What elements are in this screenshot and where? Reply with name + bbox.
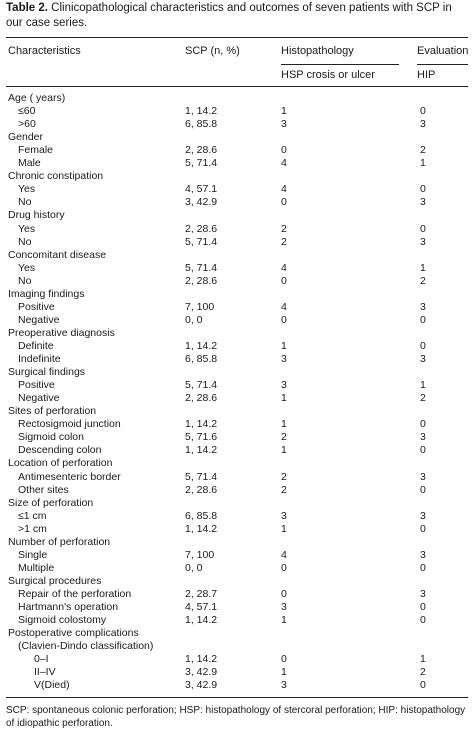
cell-scp: 3, 42.9 [185,679,218,692]
table-row [0,118,474,132]
cell-hip: 2 [420,666,426,679]
table-row [0,679,474,693]
row-label: Single [18,548,48,561]
row-label: Multiple [18,561,55,574]
row-label: (Clavien-Dindo classification) [18,640,154,653]
cell-hsp: 1 [281,444,287,457]
table-row [0,614,474,628]
row-label: Hartmann's operation [18,601,119,613]
table-row [0,340,474,354]
cell-hip: 2 [420,392,426,405]
cell-hip: 0 [420,418,426,431]
cell-hip: 3 [420,587,426,600]
cell-hsp: 2 [281,483,287,496]
row-label: Postoperative complications [8,627,139,640]
table-row [0,431,474,445]
cell-hsp: 1 [281,340,287,352]
table-row [0,418,474,432]
table-label: Table 2. [6,2,48,14]
cell-hip: 3 [420,470,426,483]
row-label: Antimesenteric border [18,470,121,483]
row-label: Positive [18,379,55,392]
table-row [0,209,474,223]
cell-scp: 3, 42.9 [185,666,218,679]
evaluation-subrule [417,64,468,65]
row-label: ≤1 cm [18,509,47,522]
cell-hsp: 4 [281,183,287,196]
row-label: No [18,274,32,287]
histopathology-subrule [281,64,399,65]
cell-hip: 0 [420,601,426,613]
table-row [0,549,474,563]
cell-scp: 2, 28.6 [185,274,218,287]
row-label: Other sites [18,483,69,496]
table-row [0,353,474,367]
cell-hip: 1 [420,379,426,392]
cell-scp: 4, 57.1 [185,183,218,196]
table-row [0,405,474,419]
row-label: V(Died) [34,679,70,692]
row-label: Rectosigmoid junction [18,418,121,431]
row-label: Age ( years) [8,92,66,104]
cell-hip: 0 [420,105,426,117]
table-row [0,105,474,119]
row-label: Negative [18,392,60,405]
header-scp: SCP (n, %) [185,45,240,57]
cell-scp: 0, 0 [185,313,203,326]
row-label: Concomitant disease [8,248,107,261]
row-label: Chronic constipation [8,170,104,183]
cell-hsp: 0 [281,196,287,209]
table-row [0,510,474,524]
cell-hip: 0 [420,340,426,352]
table-footnote: SCP: spontaneous colonic perforation; HSP: histopathology of stercoral perforation; HIP: histopathology of idiopathic perforation. [6,705,466,729]
cell-hsp: 2 [281,222,287,235]
cell-hsp: 2 [281,470,287,483]
row-label: Sigmoid colon [18,431,84,444]
header-evaluation: Evaluation [417,45,469,57]
row-label: Indefinite [18,353,61,365]
row-label: Surgical findings [8,366,86,379]
header-hip-sub: HIP [417,69,436,81]
row-label: >60 [18,118,36,131]
cell-scp: 5, 71.6 [185,431,218,444]
cell-hip: 0 [420,522,426,535]
table-row [0,523,474,537]
table-row [0,666,474,680]
table-row [0,223,474,237]
row-label: Drug history [8,209,65,222]
table-row [0,640,474,654]
table-row [0,627,474,641]
cell-hip: 3 [420,431,426,444]
cell-scp: 6, 85.8 [185,509,218,522]
cell-scp: 1, 14.2 [185,418,218,431]
cell-hsp: 1 [281,614,287,626]
cell-hip: 0 [420,483,426,496]
cell-scp: 5, 71.4 [185,235,218,248]
cell-hsp: 2 [281,431,287,444]
cell-scp: 6, 85.8 [185,118,218,131]
table-row [0,249,474,263]
table-row [0,444,474,458]
cell-scp: 1, 14.2 [185,105,218,117]
cell-scp: 2, 28.6 [185,222,218,235]
row-label: Descending colon [18,444,102,457]
table-row [0,170,474,184]
top-rule [6,37,468,38]
table-row [0,236,474,250]
cell-hip: 0 [420,561,426,574]
cell-scp: 2, 28.6 [185,483,218,496]
row-label: Imaging findings [8,287,85,300]
table-row [0,562,474,576]
cell-hsp: 4 [281,157,287,170]
table-row [0,484,474,498]
cell-scp: 1, 14.2 [185,444,218,457]
cell-hip: 3 [420,118,426,131]
cell-hsp: 0 [281,144,287,157]
row-label: Gender [8,131,44,144]
cell-hsp: 1 [281,105,287,117]
table-row [0,366,474,380]
header-bottom-rule [6,86,468,87]
row-label: Location of perforation [8,457,113,470]
table-row [0,653,474,667]
row-label: Preoperative diagnosis [8,326,115,339]
cell-hsp: 0 [281,561,287,574]
table-caption [6,1,468,31]
table-row [0,588,474,602]
cell-scp: 1, 14.2 [185,522,218,535]
table-row [0,196,474,210]
cell-hsp: 3 [281,379,287,392]
table-row [0,288,474,302]
row-label: Yes [18,261,36,274]
cell-hip: 3 [420,196,426,209]
table-row [0,131,474,145]
header-histopathology: Histopathology [281,45,354,57]
cell-hsp: 3 [281,353,287,365]
table-row [0,92,474,106]
cell-scp: 7, 100 [185,548,215,561]
row-label: No [18,235,32,248]
cell-scp: 2, 28.7 [185,587,218,600]
table-row [0,392,474,406]
cell-hsp: 4 [281,300,287,313]
table-title: Clinicopathological characteristics and outcomes of seven patients with SCP in our case series. [6,2,452,29]
table-row [0,379,474,393]
cell-hip: 3 [420,353,426,365]
cell-hsp: 0 [281,587,287,600]
bottom-rule [6,697,468,698]
row-label: Positive [18,300,55,313]
table-row [0,575,474,589]
row-label: No [18,196,32,209]
cell-hip: 0 [420,222,426,235]
table-row [0,327,474,341]
cell-scp: 2, 28.6 [185,144,218,157]
row-label: Negative [18,313,60,326]
cell-scp: 2, 28.6 [185,392,218,405]
table-row [0,262,474,276]
table-row [0,457,474,471]
cell-hip: 1 [420,653,426,666]
row-label: >1 cm [18,522,47,535]
row-label: Yes [18,222,36,235]
header-characteristics: Characteristics [8,45,81,57]
cell-scp: 1, 14.2 [185,340,218,352]
cell-hip: 0 [420,679,426,692]
cell-hsp: 3 [281,509,287,522]
cell-hsp: 0 [281,274,287,287]
cell-scp: 5, 71.4 [185,470,218,483]
cell-hip: 0 [420,614,426,626]
cell-hsp: 4 [281,261,287,274]
table-row [0,157,474,171]
table-row [0,497,474,511]
cell-hip: 2 [420,274,426,287]
row-label: Sigmoid colostomy [18,614,107,626]
cell-scp: 5, 71.4 [185,261,218,274]
cell-hsp: 1 [281,418,287,431]
cell-scp: 1, 14.2 [185,614,218,626]
cell-scp: 5, 71.4 [185,157,218,170]
table-row [0,536,474,550]
cell-hsp: 2 [281,235,287,248]
row-label: 0–I [34,653,49,666]
cell-hsp: 1 [281,392,287,405]
table-row [0,183,474,197]
row-label: Size of perforation [8,496,94,509]
cell-hip: 3 [420,548,426,561]
cell-hip: 0 [420,444,426,457]
table-row [0,275,474,289]
header-hsp-sub: HSP crosis or ulcer [281,69,375,81]
cell-hsp: 4 [281,548,287,561]
cell-hsp: 3 [281,601,287,613]
cell-scp: 7, 100 [185,300,215,313]
table-row [0,301,474,315]
table-row [0,601,474,615]
cell-hsp: 0 [281,313,287,326]
cell-hip: 3 [420,300,426,313]
cell-scp: 0, 0 [185,561,203,574]
row-label: II–IV [34,666,56,679]
cell-hip: 0 [420,313,426,326]
cell-hip: 1 [420,157,426,170]
cell-hsp: 1 [281,522,287,535]
cell-hsp: 0 [281,653,287,666]
row-label: Repair of the perforation [18,587,132,600]
table-row [0,144,474,158]
cell-hip: 0 [420,183,426,196]
cell-hip: 3 [420,509,426,522]
cell-scp: 1, 14.2 [185,653,218,666]
row-label: Male [18,157,41,170]
cell-scp: 3, 42.9 [185,196,218,209]
cell-scp: 6, 85.8 [185,353,218,365]
row-label: Sites of perforation [8,405,97,418]
table-row [0,314,474,328]
row-label: Definite [18,340,54,352]
cell-hip: 1 [420,261,426,274]
cell-scp: 4, 57.1 [185,601,218,613]
cell-hip: 2 [420,144,426,157]
row-label: Surgical procedures [8,574,102,587]
row-label: Yes [18,183,36,196]
cell-hsp: 3 [281,118,287,131]
cell-hip: 3 [420,235,426,248]
row-label: Female [18,144,54,157]
table-row [0,471,474,485]
cell-scp: 5, 71.4 [185,379,218,392]
row-label: Number of perforation [8,535,111,548]
row-label: ≤60 [18,105,36,117]
cell-hsp: 1 [281,666,287,679]
cell-hsp: 3 [281,679,287,692]
